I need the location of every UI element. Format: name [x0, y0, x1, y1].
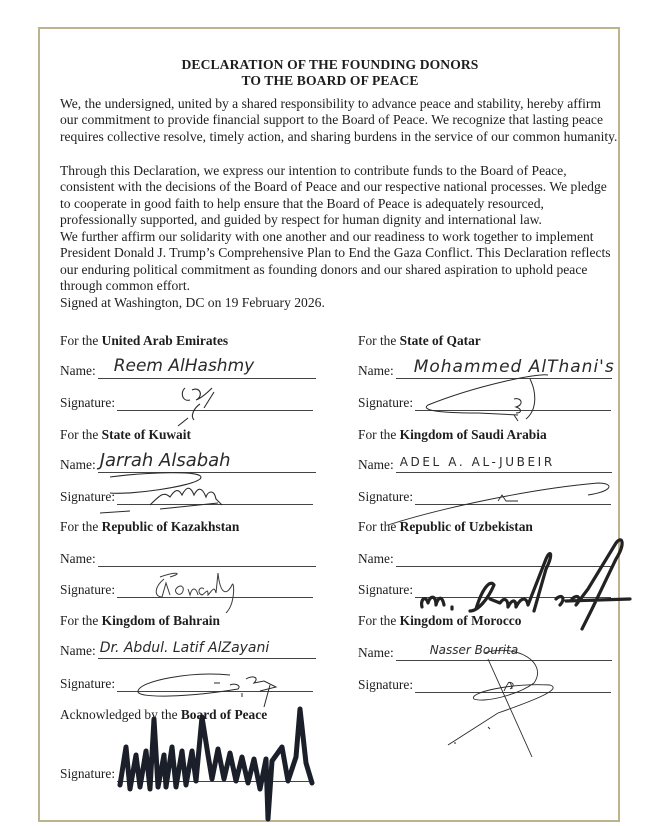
signature-row — [358, 677, 611, 693]
signature-row — [358, 489, 611, 505]
signature-row — [358, 395, 611, 411]
for-the-label: For the — [358, 427, 397, 442]
signature-row — [60, 395, 313, 411]
signature-field[interactable] — [415, 398, 611, 411]
signatory-header — [358, 613, 521, 629]
signature-row — [60, 766, 313, 782]
document-frame — [38, 27, 620, 822]
party-name: State of Kuwait — [101, 427, 191, 442]
name-field[interactable] — [396, 357, 615, 379]
signature-row — [358, 582, 611, 598]
name-row — [60, 450, 316, 473]
for-the-label: For the — [60, 613, 99, 628]
for-the-label: For the — [358, 613, 397, 628]
signature-row — [60, 582, 313, 598]
signatory-header — [60, 519, 239, 535]
name-field[interactable] — [98, 554, 316, 567]
name-label: Name: — [60, 643, 96, 658]
signature-label: Signature: — [358, 489, 414, 504]
name-row — [358, 357, 615, 379]
signatory-header — [60, 333, 228, 349]
signatory-header — [358, 427, 547, 443]
acknowledgement-header — [60, 707, 267, 723]
party-name: United Arab Emirates — [101, 333, 229, 348]
handwritten-name: ADEL A. AL-JUBEIR — [399, 455, 555, 469]
for-the-label: For the — [60, 427, 99, 442]
party-name: Kingdom of Morocco — [399, 613, 522, 628]
name-label: Name: — [358, 551, 394, 566]
signature-field[interactable] — [117, 769, 313, 782]
signature-label: Signature: — [358, 582, 414, 597]
signature-label: Signature: — [60, 676, 116, 691]
paragraph-solidarity: We further affirm our solidarity with one another and our readiness to work together to implement President Donald J. Trump’s Comprehensive Plan to End the Gaza Conflict. This Declaration reflects our enduring political commitment as founding donors and our shared aspiration to uphold peace through common effort. — [60, 229, 611, 293]
signature-label: Signature: — [358, 677, 414, 692]
signature-label: Signature: — [358, 395, 414, 410]
signature-row — [60, 489, 313, 505]
signature-label: Signature: — [60, 582, 116, 597]
signature-field[interactable] — [117, 492, 313, 505]
title-line-2: TO THE BOARD OF PEACE — [241, 72, 419, 88]
document-title — [40, 57, 620, 88]
signature-label: Signature: — [60, 489, 116, 504]
for-the-label: For the — [358, 333, 397, 348]
handwritten-name: Reem AlHashmy — [113, 356, 255, 376]
paragraph-commitment: We, the undersigned, united by a shared responsibility to advance peace and stability, hereby affirm our commitment to provide financial support to the Board of Peace. We recognize that lasting peace requires collective resolve, timely action, and sharing burdens in the service of our common humanity. — [60, 96, 618, 144]
name-label: Name: — [60, 363, 96, 378]
name-field[interactable] — [98, 450, 316, 473]
signatory-header — [358, 333, 481, 349]
name-row — [60, 640, 316, 659]
name-field[interactable] — [396, 554, 612, 567]
name-label: Name: — [358, 457, 394, 472]
party-name: Republic of Kazakhstan — [101, 519, 240, 534]
party-name: State of Qatar — [399, 333, 481, 348]
paragraph-contribution: Through this Declaration, we express our intention to contribute funds to the Board of Peace, consistent with the decisions of the Board of Peace and our respective national processes. We pledge to cooperate in good faith to help ensure that the Board of Peace is adequately resourced, professionally supported, and guided by respect for human dignity and international law. — [60, 163, 607, 227]
signature-field[interactable] — [117, 585, 313, 598]
signatory-header — [60, 427, 191, 443]
name-row — [358, 645, 612, 661]
name-label: Name: — [358, 645, 394, 660]
signature-field[interactable] — [415, 492, 611, 505]
party-name: Board of Peace — [180, 707, 268, 722]
for-the-label: For the — [358, 519, 397, 534]
signature-field[interactable] — [117, 398, 313, 411]
handwritten-name: Jarrah Alsabah — [99, 450, 231, 471]
signature-label: Signature: — [60, 766, 116, 781]
signatory-header — [60, 613, 220, 629]
signature-field[interactable] — [117, 679, 313, 692]
name-field[interactable] — [98, 356, 316, 379]
signature-row — [60, 676, 313, 692]
for-the-label: For the — [60, 333, 99, 348]
name-row — [60, 551, 316, 567]
title-line-1: DECLARATION OF THE FOUNDING DONORS — [181, 57, 479, 72]
for-the-label: For the — [60, 519, 99, 534]
handwritten-name: Dr. Abdul. Latif AlZayani — [99, 640, 270, 656]
name-row — [358, 551, 612, 567]
name-row — [358, 457, 612, 473]
signatory-header — [358, 519, 533, 535]
signing-location-date: Signed at Washington, DC on 19 February 2026. — [60, 295, 325, 310]
name-label: Name: — [60, 457, 96, 472]
signature-field[interactable] — [415, 585, 611, 598]
handwritten-name: Mohammed AlThani's — [413, 357, 615, 377]
party-name: Kingdom of Saudi Arabia — [399, 427, 547, 442]
acknowledged-by-label: Acknowledged by the — [60, 707, 178, 722]
name-row — [60, 356, 316, 379]
name-field[interactable] — [396, 643, 612, 661]
handwritten-name: Nasser Bourita — [429, 643, 519, 657]
party-name: Republic of Uzbekistan — [399, 519, 533, 534]
name-label: Name: — [60, 551, 96, 566]
name-label: Name: — [358, 363, 394, 378]
party-name: Kingdom of Bahrain — [101, 613, 220, 628]
name-field[interactable] — [396, 455, 612, 473]
name-field[interactable] — [98, 640, 316, 659]
signature-field[interactable] — [415, 680, 611, 693]
signature-label: Signature: — [60, 395, 116, 410]
